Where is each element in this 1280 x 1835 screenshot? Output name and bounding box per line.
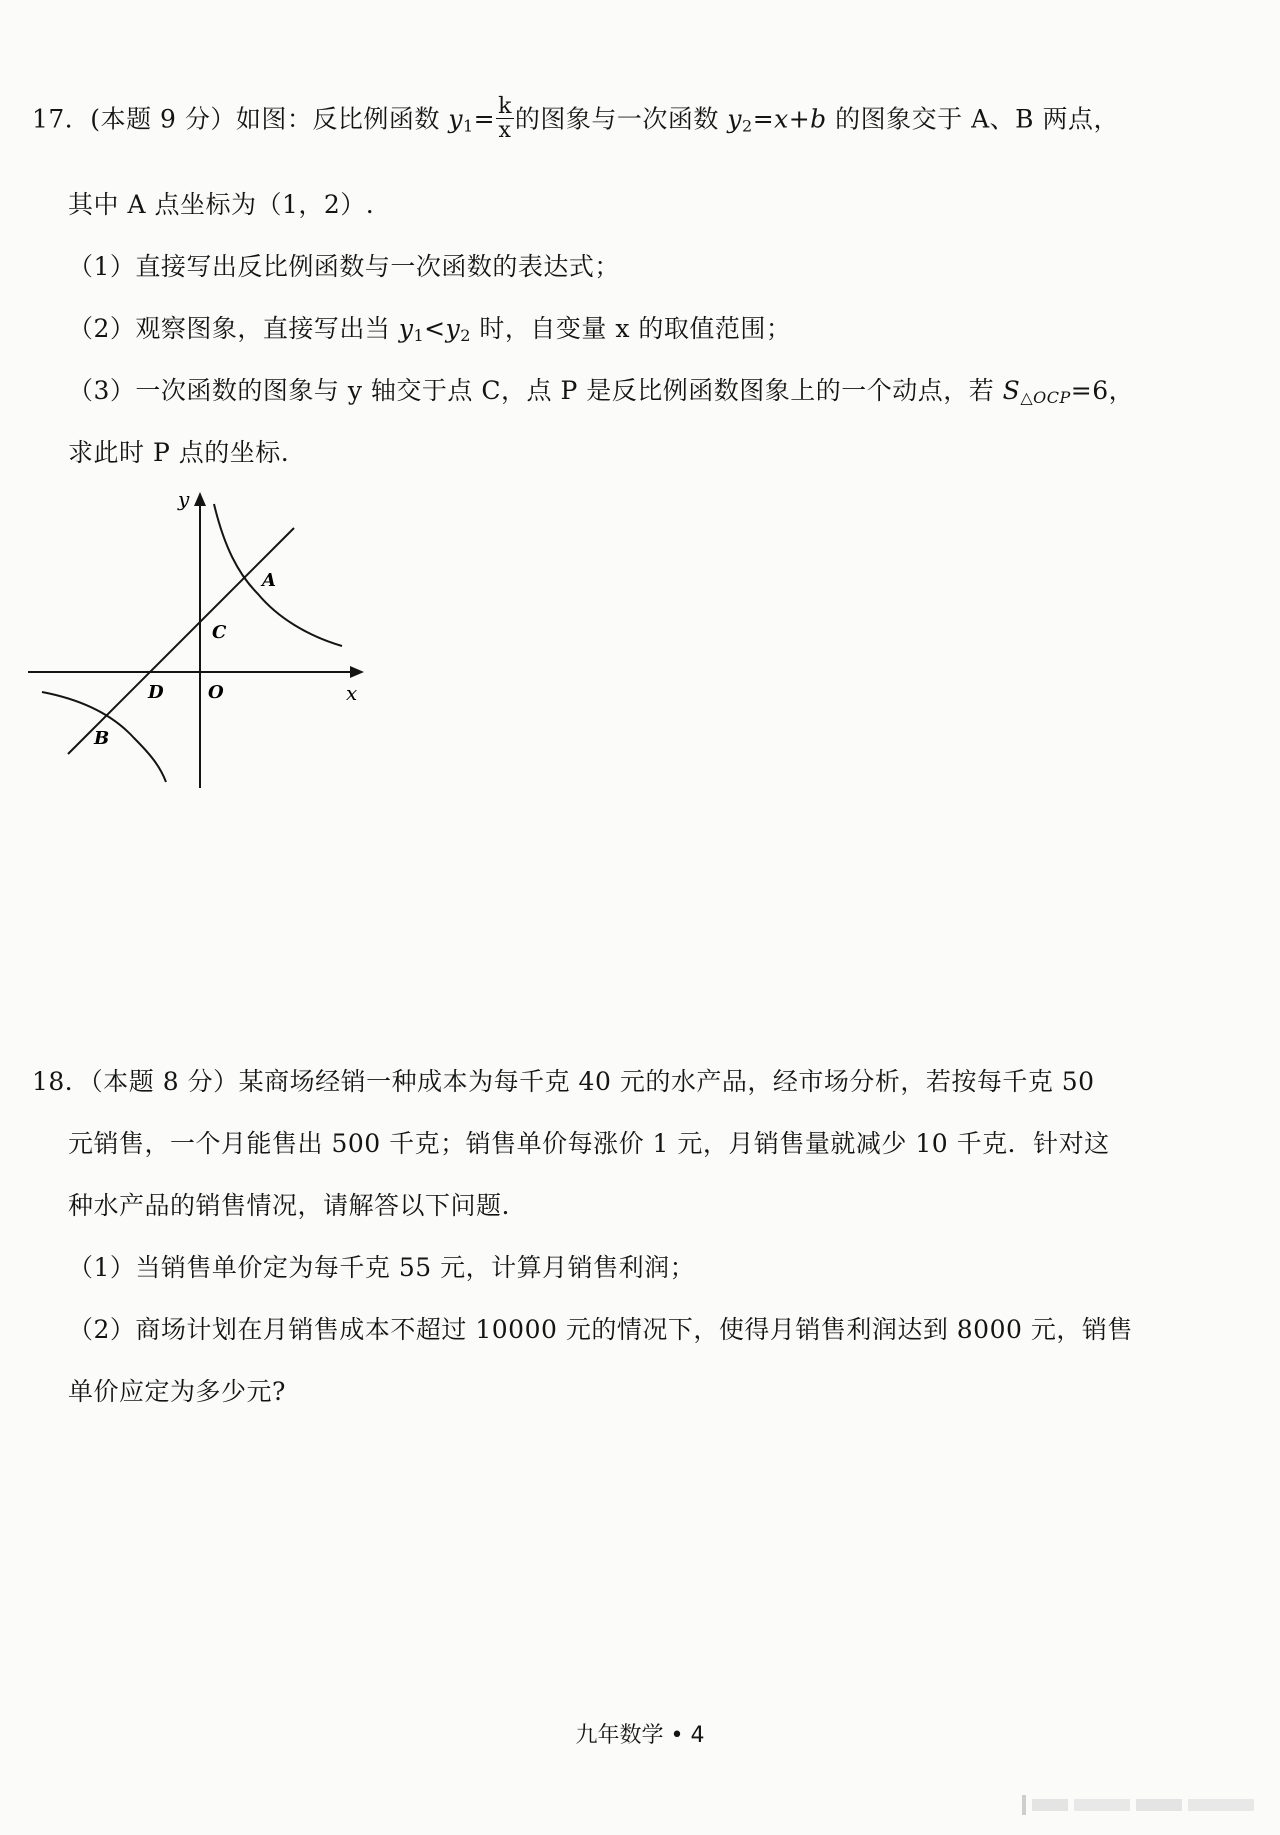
label-D: D — [148, 682, 164, 703]
page-footer: 九年数学 • 4 — [575, 1723, 705, 1748]
label-B: B — [94, 728, 110, 749]
q17-part-3: （3）一次函数的图象与 y 轴交于点 C，点 P 是反比例函数图象上的一个动点，若 $S_{\triangle OCP}=6$， — [68, 376, 1135, 407]
q18-part-2: （2）商场计划在月销售成本不超过 10000 元的情况下，使得月销售利润达到 8000 元，销售 — [68, 1315, 1133, 1344]
scan-artifact-bars — [1022, 1793, 1262, 1817]
x-axis-arrow — [350, 666, 364, 678]
hyperbola-branch-first-quadrant — [214, 504, 342, 646]
q17-part-1: （1）直接写出反比例函数与一次函数的表达式； — [68, 252, 620, 281]
label-O: O — [208, 682, 224, 703]
q18-part-1: （1）当销售单价定为每千克 55 元，计算月销售利润； — [68, 1253, 696, 1282]
q18-part-2-cont: 单价应定为多少元? — [68, 1377, 286, 1406]
label-x: x — [346, 681, 358, 705]
y-axis-arrow — [194, 492, 206, 506]
q18-line-3: 种水产品的销售情况，请解答以下问题. — [68, 1191, 510, 1220]
linear-function-line — [68, 528, 294, 754]
label-A: A — [262, 570, 276, 591]
q17-part-3-cont: 求此时 P 点的坐标. — [68, 438, 290, 467]
label-C: C — [212, 622, 227, 643]
function-graph — [28, 488, 368, 788]
q17-line-1: 17．(本题 9 分）如图：反比例函数 $y_1=$ $\frac{k}{x}$ 的图象与一次函数 $y_2=x+b$ 的图象交于 A、B 两点， — [32, 94, 1119, 143]
q17-part-2: （2）观察图象，直接写出当 $y_1<y_2$ 时，自变量 x 的取值范围； — [68, 314, 792, 345]
label-y: y — [178, 488, 190, 511]
q17-line-2: 其中 A 点坐标为（1，2）. — [68, 190, 375, 219]
q18-line-1: 18．（本题 8 分）某商场经销一种成本为每千克 40 元的水产品，经市场分析，若按每千克 50 — [32, 1067, 1095, 1096]
q18-line-2: 元销售，一个月能售出 500 千克；销售单价每涨价 1 元，月销售量就减少 10 千克．针对这 — [68, 1129, 1110, 1158]
fraction-k-over-x: $\frac{k}{x}$ — [498, 94, 512, 143]
